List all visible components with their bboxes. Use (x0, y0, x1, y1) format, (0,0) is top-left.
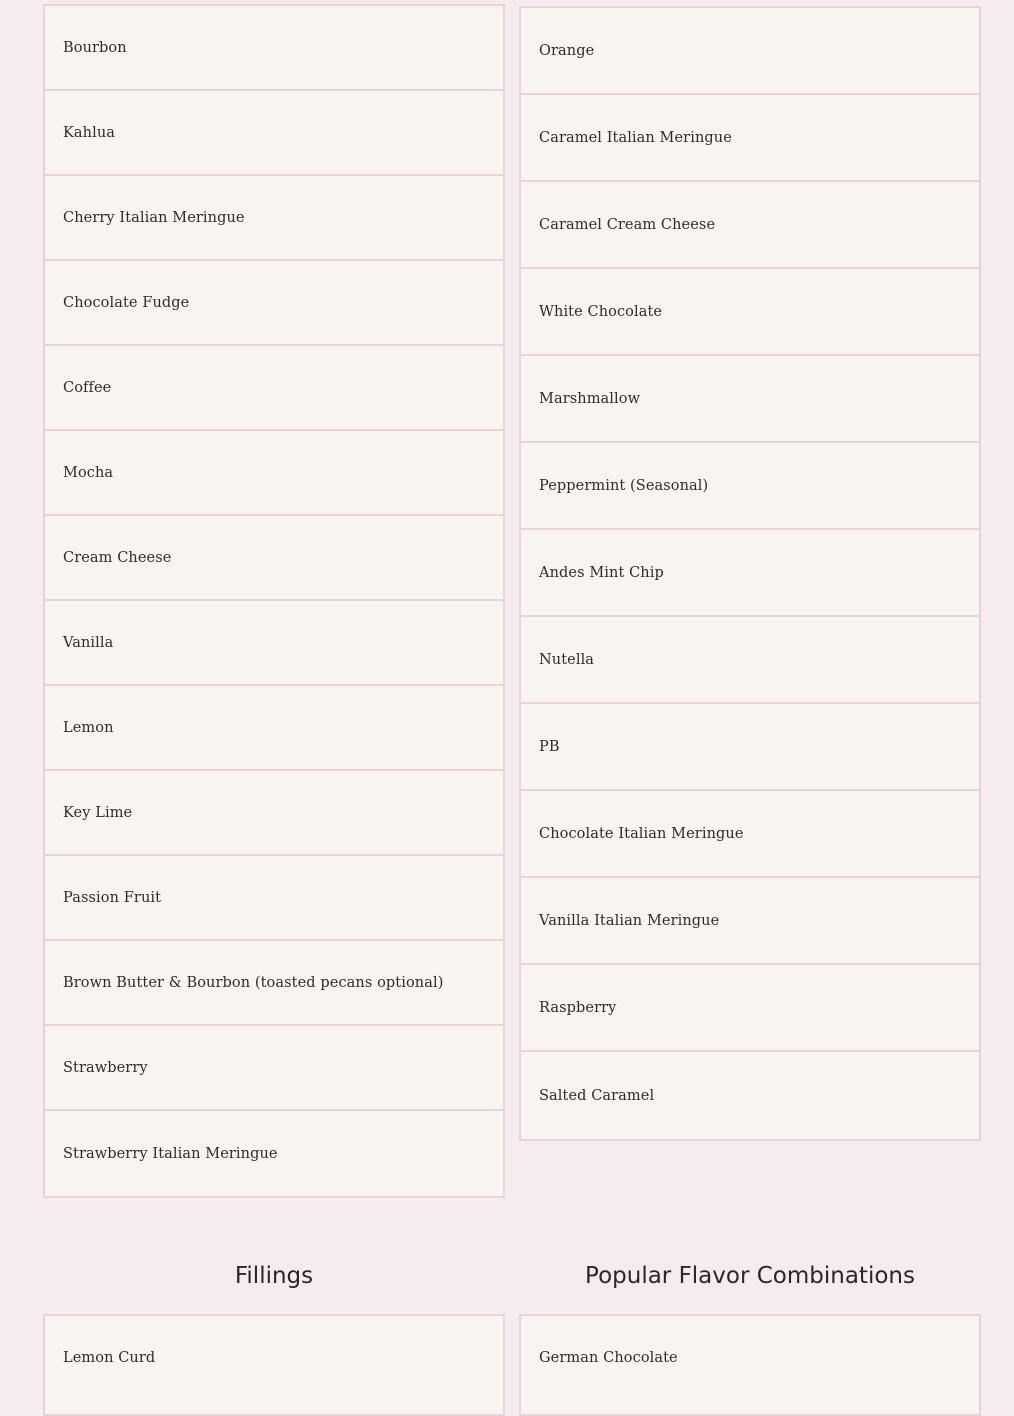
list-item (521, 1050, 979, 1139)
list-item (45, 429, 503, 514)
list-item (45, 939, 503, 1024)
flavor-label: Peppermint (Seasonal) (539, 477, 709, 494)
list-item (521, 702, 979, 789)
flavor-label: Lemon (63, 719, 114, 736)
list-item (45, 1109, 503, 1196)
flavor-label: Brown Butter & Bourbon (toasted pecans optional) (63, 974, 444, 991)
list-item (521, 6, 979, 93)
fillings-table (43, 1314, 505, 1416)
flavor-label: Salted Caramel (539, 1087, 655, 1104)
flavor-label: Cream Cheese (63, 549, 172, 566)
combinations-section (519, 1258, 981, 1366)
flavor-label: Chocolate Italian Meringue (539, 825, 744, 842)
list-item (45, 514, 503, 599)
combination-label: German Chocolate (539, 1350, 678, 1366)
flavor-label: Key Lime (63, 804, 133, 821)
list-item (521, 528, 979, 615)
list-item (45, 174, 503, 259)
list-item (45, 1314, 503, 1414)
flavor-label: Bourbon (63, 39, 127, 56)
flavor-label: Raspberry (539, 999, 617, 1016)
list-item (521, 93, 979, 180)
filling-label: Lemon Curd (63, 1350, 156, 1366)
flavor-label: Coffee (63, 379, 112, 396)
flavor-label: Strawberry Italian Meringue (63, 1145, 278, 1162)
flavor-label: Passion Fruit (63, 889, 162, 906)
list-item (521, 180, 979, 267)
list-item (521, 1314, 979, 1414)
flavor-label: Nutella (539, 651, 595, 668)
flavor-label: White Chocolate (539, 303, 663, 320)
list-item (45, 854, 503, 939)
list-item (45, 259, 503, 344)
frosting-table-right (519, 6, 981, 1141)
list-item (45, 1024, 503, 1109)
flavor-label: Vanilla (63, 634, 114, 651)
flavor-label: Caramel Italian Meringue (539, 129, 732, 146)
flavor-label: Orange (539, 42, 595, 59)
list-item (521, 441, 979, 528)
flavor-label: Kahlua (63, 124, 116, 141)
flavor-label: Mocha (63, 464, 114, 481)
frosting-list-left (43, 4, 505, 1198)
flavor-label: Caramel Cream Cheese (539, 216, 716, 233)
frosting-list-right (519, 6, 981, 1141)
list-item (521, 963, 979, 1050)
list-item (521, 615, 979, 702)
flavor-label: Chocolate Fudge (63, 294, 190, 311)
list-item (45, 89, 503, 174)
list-item (521, 267, 979, 354)
flavor-label: Andes Mint Chip (539, 564, 664, 581)
combinations-table (519, 1314, 981, 1416)
list-item (521, 789, 979, 876)
fillings-heading: Fillings (234, 1263, 314, 1289)
list-item (45, 344, 503, 429)
list-item (521, 354, 979, 441)
list-item (45, 684, 503, 769)
list-item (45, 599, 503, 684)
flavor-label: Vanilla Italian Meringue (539, 912, 720, 929)
frosting-table-left (43, 4, 505, 1198)
flavor-label: Cherry Italian Meringue (63, 209, 245, 226)
flavor-label: Strawberry (63, 1059, 148, 1076)
list-item (521, 876, 979, 963)
flavor-label: PB (539, 738, 560, 755)
combinations-heading: Popular Flavor Combinations (585, 1263, 915, 1289)
list-item (45, 4, 503, 89)
list-item (45, 769, 503, 854)
flavor-label: Marshmallow (539, 390, 641, 407)
fillings-section (43, 1258, 505, 1366)
